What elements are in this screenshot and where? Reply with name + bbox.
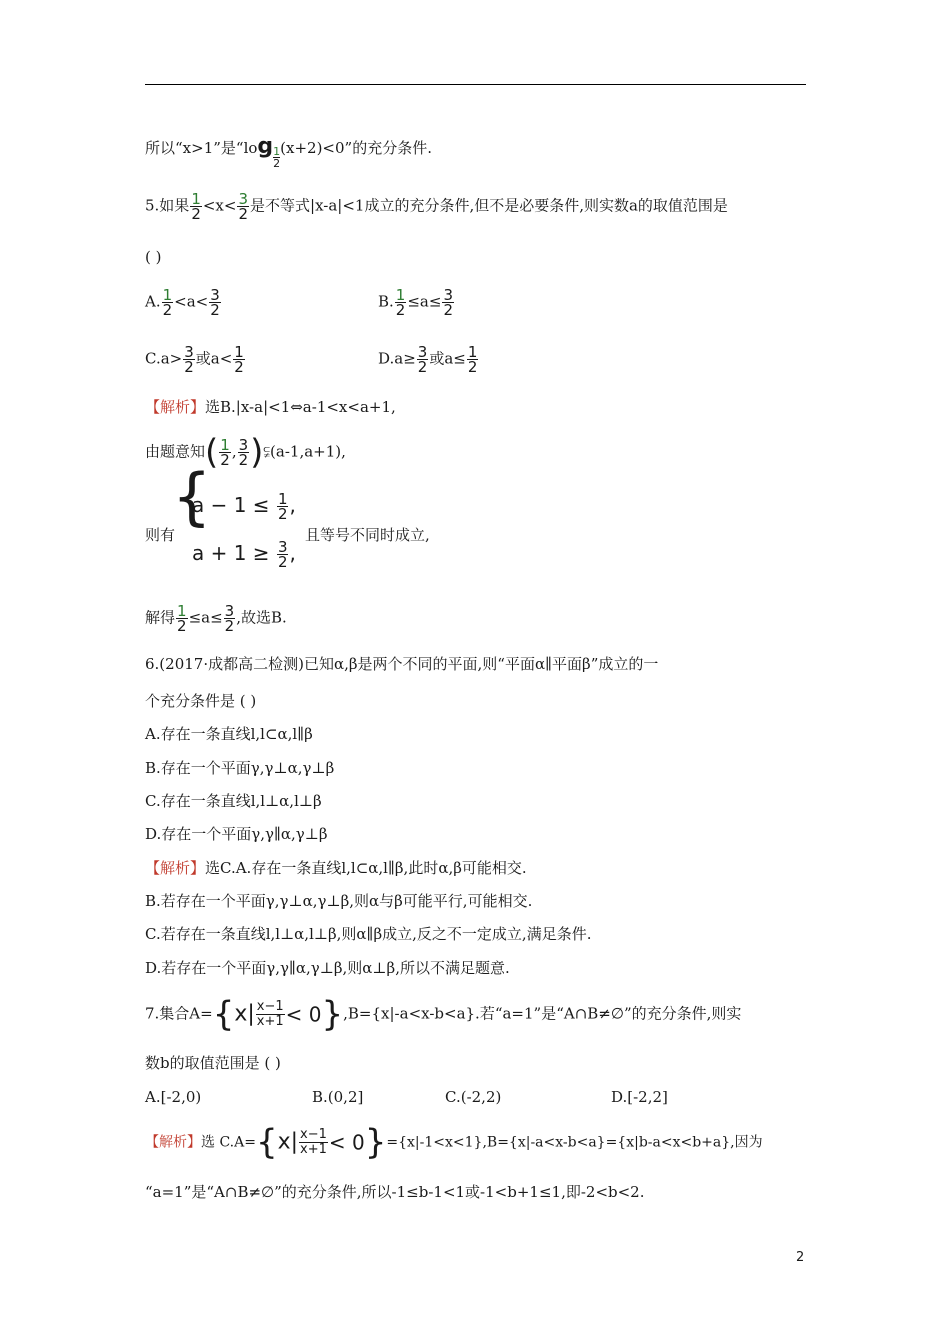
left-brace: { xyxy=(212,994,235,1035)
solution-7-line-2: “a=1”是“A∩B≠∅”的充分条件,所以-1≤b-1<1或-1<b+1≤1,即-2<b<2. xyxy=(145,1183,645,1201)
text-segment: 选 C.A= xyxy=(201,1134,256,1151)
solution-6-line-1 xyxy=(145,857,527,879)
option-7a: A.[-2,0) xyxy=(145,1088,202,1106)
fraction xyxy=(417,345,429,374)
fraction-denominator: 2 xyxy=(273,157,281,170)
text-segment: a + 1 ≥ xyxy=(192,541,270,565)
fraction-numerator: x−1 xyxy=(256,999,284,1014)
fraction-numerator: 3 xyxy=(224,602,235,620)
fraction xyxy=(183,345,195,374)
fraction-denominator: 2 xyxy=(277,553,288,571)
left-brace: { xyxy=(172,460,212,533)
fraction xyxy=(238,438,250,467)
comma: , xyxy=(289,493,296,517)
text-segment: ={x|-1<x<1},B={x|-a<x-b<a}={x|b-a<x<b+a},因为 xyxy=(386,1134,763,1151)
fraction-denominator: 2 xyxy=(234,358,244,376)
solution-5-line-4 xyxy=(145,604,287,633)
set-variable: x| xyxy=(234,1001,255,1027)
fraction xyxy=(162,288,174,317)
fraction-numerator: 1 xyxy=(177,602,187,620)
fraction-denominator: 2 xyxy=(467,358,478,376)
text-segment: 7.集合A= xyxy=(145,1004,213,1023)
option-6d: D.存在一个平面γ,γ∥α,γ⊥β xyxy=(145,825,328,843)
option-7d: D.[-2,2] xyxy=(611,1088,668,1106)
fraction-denominator: 2 xyxy=(191,205,201,223)
solution-5-line-1 xyxy=(145,396,396,418)
text-segment: C.a> xyxy=(145,349,183,368)
proper-subset-symbol: ⫋ xyxy=(263,442,271,461)
fraction xyxy=(256,1000,285,1029)
right-brace: } xyxy=(364,1122,387,1163)
option-6b: B.存在一个平面γ,γ⊥α,γ⊥β xyxy=(145,759,335,777)
fraction-denominator: x+1 xyxy=(300,1142,327,1157)
fraction-numerator: 3 xyxy=(238,436,249,454)
fraction-numerator: 1 xyxy=(234,343,244,361)
fraction-denominator: 2 xyxy=(184,358,194,376)
option-5b xyxy=(378,288,455,317)
log-g-glyph: g xyxy=(257,134,274,159)
fraction-numerator: 3 xyxy=(277,538,288,556)
fraction xyxy=(277,540,289,569)
option-5d xyxy=(378,345,479,374)
text-segment: 则有 xyxy=(145,526,176,544)
fraction-denominator: 2 xyxy=(277,505,288,523)
left-paren: ( xyxy=(205,432,219,473)
inequality-row-2 xyxy=(192,540,296,569)
analysis-tag: 【解析】 xyxy=(145,859,206,877)
text-segment: 且等号不同时成立, xyxy=(305,526,430,544)
inequality-row-1 xyxy=(192,492,296,521)
fraction-denominator: 2 xyxy=(238,205,249,223)
text-segment: ,B={x|-a<x-b<a}.若“a=1”是“A∩B≠∅”的充分条件,则实 xyxy=(343,1004,742,1023)
question-7-stem xyxy=(145,994,742,1035)
right-brace: } xyxy=(321,994,344,1035)
fraction-numerator: 1 xyxy=(467,343,478,361)
option-5c xyxy=(145,345,246,374)
set-condition: < 0 xyxy=(285,1002,322,1027)
text-segment: <a< xyxy=(174,292,209,311)
answer-parentheses: ( ) xyxy=(145,248,162,266)
text-segment: A. xyxy=(145,292,161,311)
question-5-stem xyxy=(145,192,728,221)
solution-7-line-1 xyxy=(145,1122,763,1163)
solution-6-line-3: C.若存在一条直线l,l⊥α,l⊥β,则α∥β成立,反之不一定成立,满足条件. xyxy=(145,925,592,943)
analysis-tag: 【解析】 xyxy=(145,1134,201,1151)
fraction-numerator: 3 xyxy=(238,190,249,208)
comma: , xyxy=(231,442,237,461)
fraction-denominator: 2 xyxy=(395,301,406,319)
fraction xyxy=(233,345,245,374)
header-rule xyxy=(145,84,806,85)
fraction xyxy=(277,492,289,521)
option-7b: B.(0,2] xyxy=(312,1088,364,1106)
fraction-numerator: 3 xyxy=(210,286,220,304)
text-segment: 解得 xyxy=(145,608,176,627)
text-line-log-conclusion xyxy=(145,136,432,169)
solution-6-line-4: D.若存在一个平面γ,γ∥α,γ⊥β,则α⊥β,所以不满足题意. xyxy=(145,959,510,977)
fraction-half xyxy=(190,192,202,221)
fraction-denominator: 2 xyxy=(417,358,428,376)
fraction xyxy=(176,604,188,633)
fraction-numerator: 1 xyxy=(273,145,281,158)
option-6a: A.存在一条直线l,l⊂α,l∥β xyxy=(145,725,313,743)
fraction-denominator: 2 xyxy=(224,617,235,635)
text-segment: (x+2)<0”的充分条件. xyxy=(280,139,432,157)
fraction xyxy=(467,345,479,374)
fraction xyxy=(209,288,221,317)
set-variable: x| xyxy=(277,1129,299,1155)
left-brace: { xyxy=(255,1122,278,1163)
fraction-denominator: 2 xyxy=(220,451,230,469)
text-segment: (a-1,a+1), xyxy=(270,442,346,461)
option-5a xyxy=(145,288,222,317)
text-segment: D.a≥ xyxy=(378,349,416,368)
fraction-numerator: 1 xyxy=(220,436,230,454)
fraction-denominator: 2 xyxy=(210,301,220,319)
text-segment: 选B.|x-a|<1⇔a-1<x<a+1, xyxy=(205,398,396,416)
fraction xyxy=(442,288,454,317)
fraction-three-halves xyxy=(237,192,249,221)
option-6c: C.存在一条直线l,l⊥α,l⊥β xyxy=(145,792,322,810)
fraction-numerator: 1 xyxy=(277,490,288,508)
fraction xyxy=(299,1128,328,1157)
right-paren: ) xyxy=(250,432,264,473)
fraction xyxy=(219,438,231,467)
text-segment: ≤a≤ xyxy=(407,292,442,311)
text-segment: 是不等式|x-a|<1成立的充分条件,但不是必要条件,则实数a的取值范围是 xyxy=(250,196,728,215)
fraction-denominator: x+1 xyxy=(256,1014,284,1029)
text-segment: 或a≤ xyxy=(429,349,466,368)
fraction-numerator: 1 xyxy=(162,286,173,304)
fraction-numerator: 3 xyxy=(184,343,194,361)
text-segment: B. xyxy=(378,292,394,311)
solution-6-line-2: B.若存在一个平面γ,γ⊥α,γ⊥β,则α与β可能平行,可能相交. xyxy=(145,892,533,910)
text-segment: <x< xyxy=(202,196,237,215)
fraction-denominator: 2 xyxy=(177,617,187,635)
fraction-denominator: 2 xyxy=(238,451,249,469)
fraction xyxy=(395,288,407,317)
fraction-numerator: 1 xyxy=(191,190,201,208)
text-segment: ≤a≤ xyxy=(188,608,223,627)
text-segment: 选C.A.存在一条直线l,l⊂α,l∥β,此时α,β可能相交. xyxy=(205,859,527,877)
analysis-tag: 【解析】 xyxy=(145,398,206,416)
text-segment: 由题意知 xyxy=(145,442,206,461)
page-number: 2 xyxy=(796,1250,805,1265)
fraction-denominator: 2 xyxy=(162,301,173,319)
option-7c: C.(-2,2) xyxy=(445,1088,502,1106)
fraction-numerator: 1 xyxy=(395,286,406,304)
text-segment: 所以“x>1”是“lo xyxy=(145,139,258,157)
fraction xyxy=(224,604,236,633)
question-7-stem-2: 数b的取值范围是 ( ) xyxy=(145,1054,281,1072)
question-6-stem-2: 个充分条件是 ( ) xyxy=(145,692,257,710)
fraction-numerator: 3 xyxy=(417,343,428,361)
fraction-numerator: x−1 xyxy=(300,1127,327,1142)
text-segment: a − 1 ≤ xyxy=(192,493,270,517)
comma: , xyxy=(289,541,296,565)
text-segment: 5.如果 xyxy=(145,196,190,215)
fraction-denominator: 2 xyxy=(443,301,453,319)
text-segment: ,故选B. xyxy=(236,608,287,627)
text-segment: 或a< xyxy=(195,349,233,368)
set-condition: < 0 xyxy=(328,1130,365,1155)
fraction-numerator: 3 xyxy=(443,286,453,304)
question-6-stem: 6.(2017·成都高二检测)已知α,β是两个不同的平面,则“平面α∥平面β”成立的一 xyxy=(145,655,659,673)
